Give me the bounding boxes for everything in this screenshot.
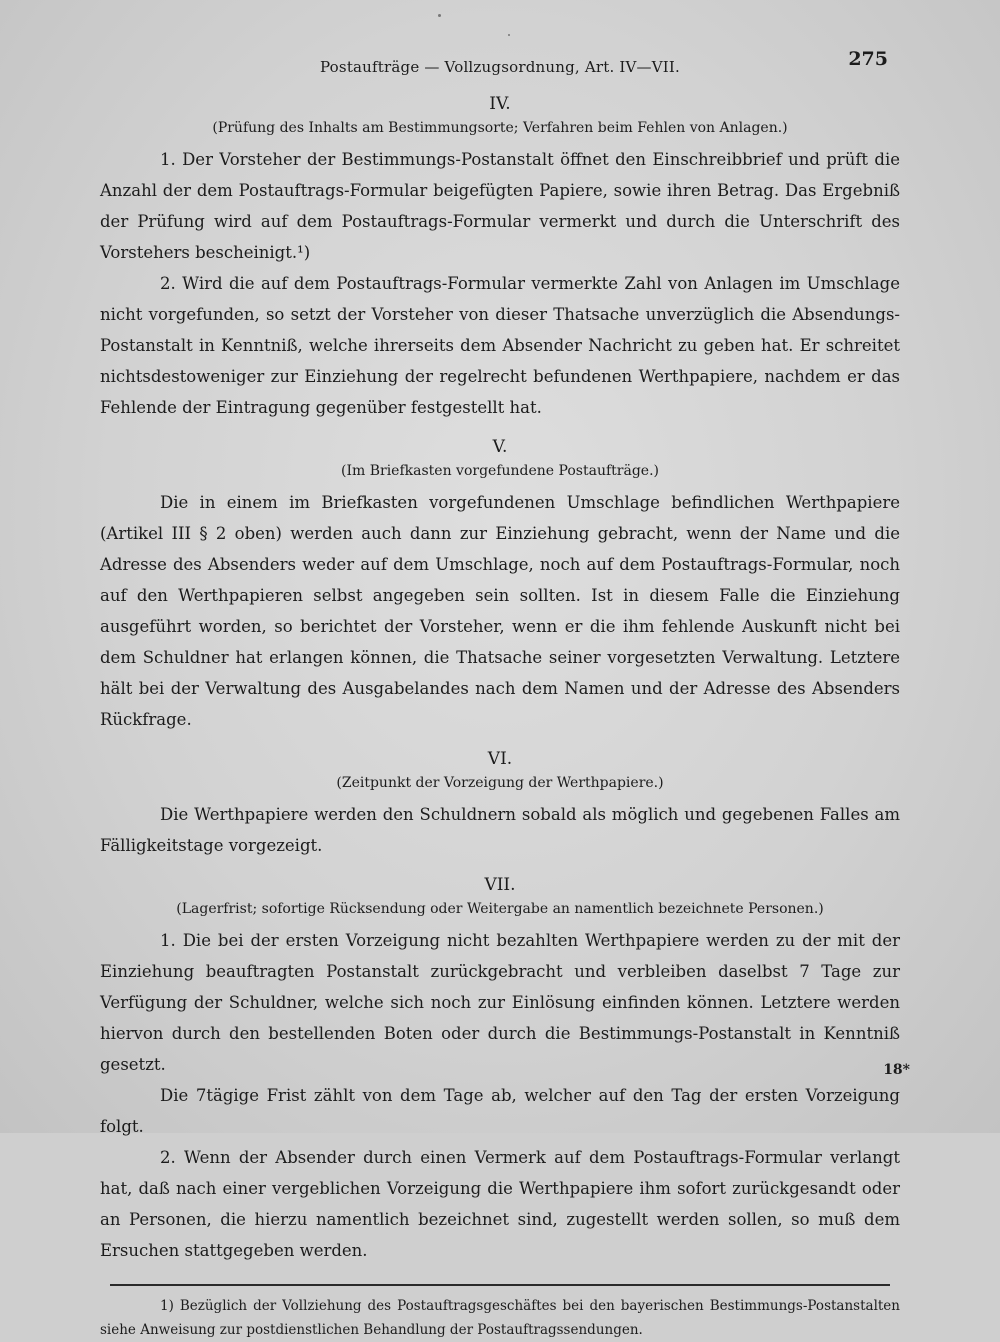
footnote-divider <box>110 1284 890 1286</box>
section-subtitle: (Prüfung des Inhalts am Bestimmungsorte; Verfahren beim Fehlen von Anlagen.) <box>212 120 788 136</box>
section-vi <box>100 749 900 861</box>
section-number: IV. <box>489 94 511 114</box>
paragraph: Die in einem im Briefkasten vorgefundenen Umschlage befindlichen Werthpapiere (Artikel III § 2 oben) werden auch dann zur Einziehung gebracht, wenn der Name und die Adresse des Absenders weder auf dem Umschlage, noch auf dem Postauftrags-Formular, noch auf den Werthpapieren selbst angegeben sein sollten. Ist in diesem Falle die Einziehung ausgeführt worden, so berichtet der Vorsteher, wenn er die ihm fehlende Auskunft nicht bei dem Schuldner hat erlangen können, die Thatsache seiner vorgesetzten Verwaltung. Letztere hält bei der Verwaltung des Ausgabelandes nach dem Namen und der Adresse des Absenders Rückfrage. <box>100 493 900 729</box>
section-number: V. <box>492 437 508 457</box>
running-head <box>100 40 900 80</box>
section-vii <box>100 875 900 1266</box>
section-subtitle: (Im Briefkasten vorgefundene Postaufträge.) <box>341 463 659 479</box>
signature-mark: 18* <box>883 1062 910 1078</box>
paragraph: 2. Wird die auf dem Postauftrags-Formular vermerkte Zahl von Anlagen im Umschlage nicht vorgefunden, so setzt der Vorsteher von dieser Thatsache unverzüglich die Absendungs-Postanstalt in Kenntniß, welche ihrerseits dem Absender Nachricht zu geben hat. Er schreitet nichtsdestoweniger zur Einziehung der regelrecht befundenen Werthpapiere, nachdem er das Fehlende der Eintragung gegenüber festgestellt hat. <box>100 274 900 417</box>
section-number: VI. <box>487 749 513 769</box>
section-number: VII. <box>484 875 516 895</box>
paper-speck <box>508 34 510 36</box>
section-subtitle: (Zeitpunkt der Vorzeigung der Werthpapiere.) <box>336 775 664 791</box>
paragraph: 1. Der Vorsteher der Bestimmungs-Postanstalt öffnet den Einschreibbrief und prüft die Anzahl der dem Postauftrags-Formular beigefügten Papiere, sowie ihren Betrag. Das Ergebniß der Prüfung wird auf dem Postauftrags-Formular vermerkt und durch die Unterschrift des Vorstehers bescheinigt.¹) <box>100 150 900 262</box>
page-content <box>100 40 900 1342</box>
footnote: 1) Bezüglich der Vollziehung des Postauftragsgeschäftes bei den bayerischen Bestimmungs-Postanstalten siehe Anweisung zur postdienstlichen Behandlung der Postauftragssendungen. <box>100 1298 900 1338</box>
running-title: Postaufträge — Vollzugsordnung, Art. IV—VII. <box>320 58 680 76</box>
paragraph: 1. Die bei der ersten Vorzeigung nicht bezahlten Werthpapiere werden zu der mit der Einziehung beauftragten Postanstalt zurückgebracht und verbleiben daselbst 7 Tage zur Verfügung der Schuldner, welche sich noch zur Einlösung einfinden können. Letztere werden hiervon durch den bestellenden Boten oder durch die Bestimmungs-Postanstalt in Kenntniß gesetzt. <box>100 931 900 1074</box>
paragraph: Die Werthpapiere werden den Schuldnern sobald als möglich und gegebenen Falles am Fälligkeitstage vorgezeigt. <box>100 805 900 855</box>
paragraph: Die 7tägige Frist zählt von dem Tage ab, welcher auf den Tag der ersten Vorzeigung folgt. <box>100 1086 900 1136</box>
section-v <box>100 437 900 735</box>
paper-speck <box>438 14 441 17</box>
section-subtitle: (Lagerfrist; sofortige Rücksendung oder Weitergabe an namentlich bezeichnete Personen.) <box>176 901 824 917</box>
paragraph: 2. Wenn der Absender durch einen Vermerk auf dem Postauftrags-Formular verlangt hat, daß nach einer vergeblichen Vorzeigung die Werthpapiere ihm sofort zurückgesandt oder an Personen, die hierzu namentlich bezeichnet sind, zugestellt werden sollen, so muß dem Ersuchen stattgegeben werden. <box>100 1148 900 1260</box>
section-iv <box>100 94 900 423</box>
page-number: 275 <box>848 48 888 70</box>
